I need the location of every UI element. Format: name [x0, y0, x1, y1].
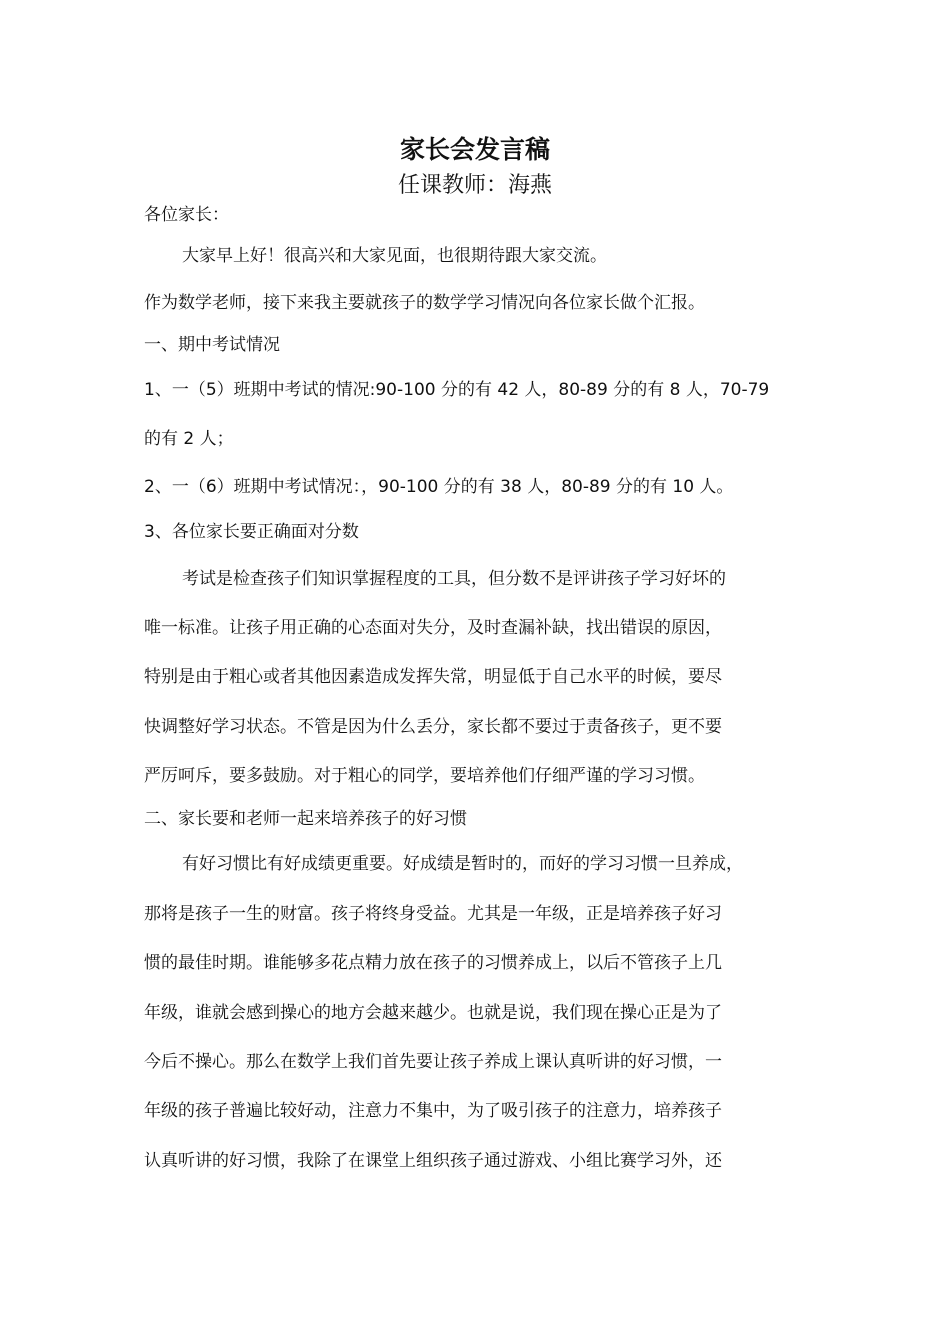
paragraph-line: 特别是由于粗心或者其他因素造成发挥失常，明显低于自己水平的时候，要尽: [144, 667, 722, 687]
paragraph-line: 2、一（6）班期中考试情况：，90-100 分的有 38 人，80-89 分的有 10 人。: [144, 477, 734, 497]
section-heading: 二、家长要和老师一起来培养孩子的好习惯: [144, 809, 467, 829]
paragraph-line: 认真听讲的好习惯，我除了在课堂上组织孩子通过游戏、小组比赛学习外，还: [144, 1151, 722, 1171]
paragraph-line: 惯的最佳时期。谁能够多花点精力放在孩子的习惯养成上，以后不管孩子上几: [144, 953, 722, 973]
paragraph-line: 大家早上好！很高兴和大家见面，也很期待跟大家交流。: [182, 246, 607, 266]
paragraph-line: 严厉呵斥，要多鼓励。对于粗心的同学，要培养他们仔细严谨的学习习惯。: [144, 766, 705, 786]
document-subtitle: 任课教师：海燕: [397, 173, 552, 198]
paragraph-line: 的有 2 人；: [144, 429, 234, 449]
paragraph-line: 快调整好学习状态。不管是因为什么丢分，家长都不要过于责备孩子，更不要: [144, 717, 722, 737]
section-heading: 一、期中考试情况: [144, 335, 280, 355]
paragraph-line: 作为数学老师，接下来我主要就孩子的数学学习情况向各位家长做个汇报。: [144, 293, 705, 313]
paragraph-line: 今后不操心。那么在数学上我们首先要让孩子养成上课认真听讲的好习惯，一: [144, 1052, 722, 1072]
paragraph-line: 有好习惯比有好成绩更重要。好成绩是暂时的，而好的学习习惯一旦养成，: [182, 854, 743, 874]
paragraph-line: 年级，谁就会感到操心的地方会越来越少。也就是说，我们现在操心正是为了: [144, 1003, 722, 1023]
section-heading: 3、各位家长要正确面对分数: [144, 522, 359, 542]
salutation: 各位家长：: [144, 205, 229, 225]
document-title: 家长会发言稿: [399, 135, 550, 164]
paragraph-line: 年级的孩子普遍比较好动，注意力不集中，为了吸引孩子的注意力，培养孩子: [144, 1101, 722, 1121]
paragraph-line: 1、一（5）班期中考试的情况:90-100 分的有 42 人，80-89 分的有 8 人，70-79: [144, 380, 770, 400]
paragraph-line: 那将是孩子一生的财富。孩子将终身受益。尤其是一年级，正是培养孩子好习: [144, 904, 722, 924]
paragraph-line: 考试是检查孩子们知识掌握程度的工具，但分数不是评讲孩子学习好坏的: [182, 569, 726, 589]
paragraph-line: 唯一标准。让孩子用正确的心态面对失分，及时查漏补缺，找出错误的原因，: [144, 618, 722, 638]
